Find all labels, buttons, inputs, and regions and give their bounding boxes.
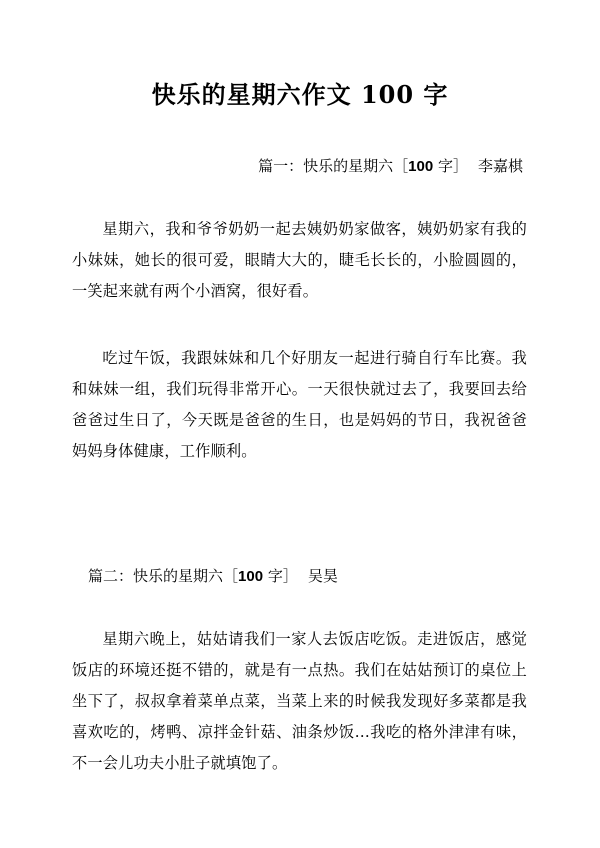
section-two-count: 100 [238,568,264,585]
section-two-count-unit: 字］ [263,567,298,585]
section-two-heading [88,565,338,588]
section-two-author: 吴昊 [307,567,338,585]
section-one-label: 篇一：快乐的星期六［ [258,157,409,175]
section-one-paragraph-2: 吃过午饭，我跟妹妹和几个好朋友一起进行骑自行车比赛。我和妹妹一组，我们玩得非常开心。一天很快就过去了，我要回去给爸爸过生日了，今天既是爸爸的生日，也是妈妈的节日，我祝爸爸妈妈身体健康，工作顺利。 [72,349,527,460]
section-two-paragraph-1: 星期六晚上，姑姑请我们一家人去饭店吃饭。走进饭店，感觉饭店的环境还挺不错的，就是有一点热。我们在姑姑预订的桌位上坐下了，叔叔拿着菜单点菜，当菜上来的时候我发现好多菜都是我喜欢吃的，烤鸭、凉拌金针菇、油条炒饭…我吃的格外津津有味，不一会儿功夫小肚子就填饱了。 [72,630,527,772]
section-one-author: 李嘉棋 [477,157,523,175]
section-one-paragraph-1: 星期六，我和爷爷奶奶一起去姨奶奶家做客，姨奶奶家有我的小妹妹，她长的很可爱，眼睛大大的，睫毛长长的，小脸圆圆的，一笑起来就有两个小酒窝，很好看。 [72,220,527,300]
section-one-count-unit: 字］ [433,157,468,175]
page-title: 快乐的星期六作文 100 字 [151,80,449,109]
section-one-heading [258,155,523,178]
section-two-label: 篇二：快乐的星期六［ [88,567,239,585]
section-one-count: 100 [408,158,434,175]
